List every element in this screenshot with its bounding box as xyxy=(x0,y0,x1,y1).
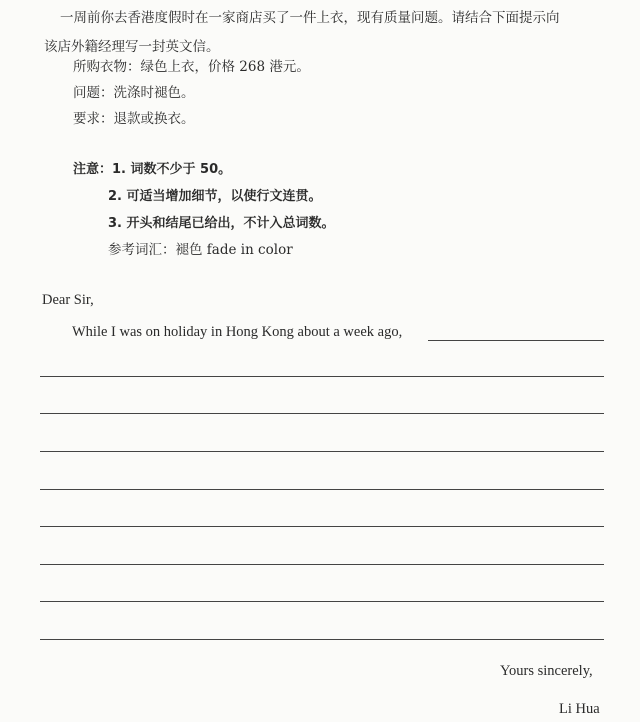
note-item: 3. 开头和结尾已给出，不计入总词数。 xyxy=(108,216,335,231)
answer-line[interactable] xyxy=(40,601,604,602)
letter-closing: Yours sincerely, xyxy=(500,663,593,679)
prompt-item-request: 要求：退款或换衣。 xyxy=(73,111,195,127)
letter-opening: While I was on holiday in Hong Kong about a week ago, xyxy=(72,324,403,340)
note-item: 1. 词数不少于 50。 xyxy=(112,162,232,177)
answer-line[interactable] xyxy=(428,340,604,341)
note-item: 2. 可适当增加细节，以使行文连贯。 xyxy=(108,189,322,204)
answer-line[interactable] xyxy=(40,564,604,565)
answer-line[interactable] xyxy=(40,639,604,640)
notes-label: 注意： xyxy=(73,162,113,177)
answer-line[interactable] xyxy=(40,413,604,414)
prompt-intro-line1: 一周前你去香港度假时在一家商店买了一件上衣，现有质量问题。请结合下面提示向 xyxy=(60,10,560,26)
answer-line[interactable] xyxy=(40,526,604,527)
vocab-hint: 参考词汇：褪色 fade in color xyxy=(108,242,293,258)
letter-signature: Li Hua xyxy=(559,701,600,717)
prompt-item-clothing: 所购衣物：绿色上衣，价格 268 港元。 xyxy=(73,59,310,75)
prompt-intro-line2: 该店外籍经理写一封英文信。 xyxy=(44,39,220,55)
answer-line[interactable] xyxy=(40,451,604,452)
prompt-item-problem: 问题：洗涤时褪色。 xyxy=(73,85,195,101)
answer-line[interactable] xyxy=(40,489,604,490)
answer-line[interactable] xyxy=(40,376,604,377)
letter-greeting: Dear Sir, xyxy=(42,292,94,308)
notes-row-1 xyxy=(73,161,231,179)
